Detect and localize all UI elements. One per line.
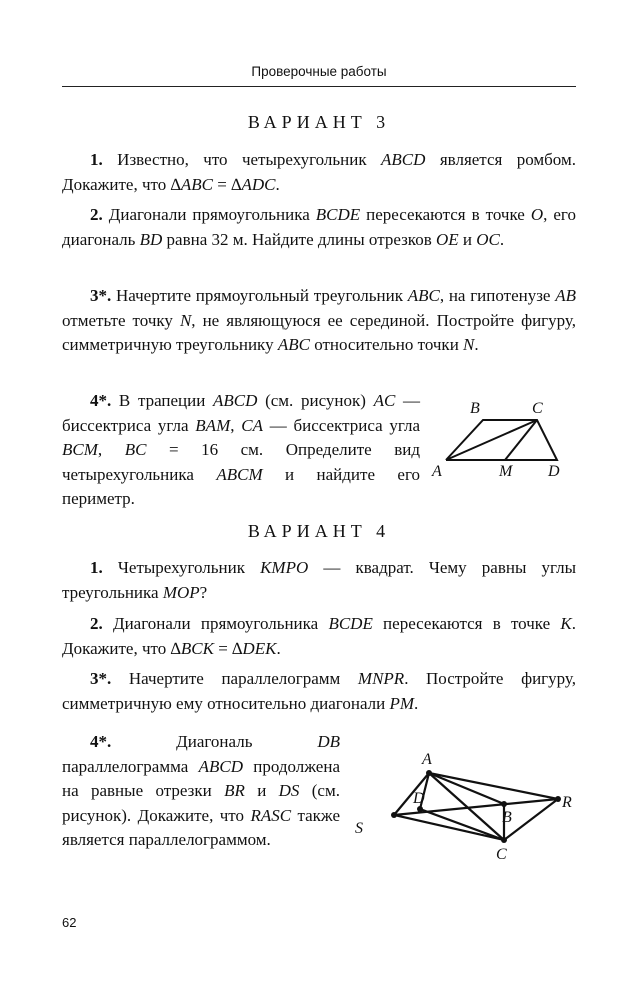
running-header: Проверочные работы: [251, 64, 387, 79]
task-number: 4*.: [90, 732, 112, 751]
parallelogram-figure: [350, 745, 590, 885]
task-text: (см. рисунок). Докажите, что: [62, 781, 340, 825]
task-text: .: [276, 638, 281, 658]
trapezoid-figure: [430, 396, 580, 486]
math: BR: [224, 781, 245, 800]
task-text: .: [474, 335, 479, 354]
task-text: . Докажите, что: [62, 614, 576, 658]
math: BD: [139, 229, 163, 249]
task-text: пересекаются в точке: [360, 205, 531, 224]
task-text: Диагонали прямоугольника: [102, 614, 329, 633]
math: AB: [555, 286, 577, 305]
math: BAM: [195, 415, 231, 435]
task-text: .: [499, 229, 505, 249]
math: K: [560, 614, 572, 633]
label-r: R: [562, 794, 572, 811]
v3-task-1: [62, 148, 576, 197]
task-text: — биссектриса угла: [262, 415, 421, 435]
math: ∆BCK: [170, 638, 214, 658]
math: AC: [373, 391, 396, 410]
math: ABCD: [213, 391, 258, 410]
task-number: 2.: [90, 205, 103, 224]
v4-task-2: [62, 612, 576, 661]
task-text: Начертите параллелограмм: [111, 669, 358, 688]
point-r: [555, 796, 561, 802]
label-d: D: [548, 463, 560, 480]
label-b: B: [502, 809, 512, 826]
math: ∆ABC: [170, 174, 213, 194]
header-rule: [62, 86, 576, 87]
task-number: 2.: [90, 614, 103, 633]
task-text: = 16 см. Определите вид четырехугольника: [62, 440, 420, 484]
math: ∆ADC: [231, 174, 276, 194]
diagonal-ac: [429, 773, 504, 840]
diagonal-ac: [446, 420, 537, 460]
page-number: 62: [62, 915, 77, 930]
math: CA: [241, 415, 263, 435]
task-text: пересекаются в точке: [372, 614, 561, 633]
task-number: 4*.: [90, 391, 112, 410]
task-number: 3*.: [90, 669, 112, 688]
math: N: [179, 310, 192, 330]
task-text: ,: [230, 415, 242, 435]
task-text: и: [244, 781, 279, 800]
task-text: . Постройте фигуру, симметричную ему относительно диагонали: [62, 669, 576, 713]
task-text: продолжена на равные отрезки: [62, 756, 340, 800]
label-s: S: [355, 820, 363, 837]
task-text: параллелограмма: [62, 756, 199, 776]
task-number: 3*.: [90, 286, 112, 305]
v3-task-3: [62, 284, 576, 358]
label-c: C: [496, 846, 507, 863]
math: ABCM: [216, 464, 263, 484]
math: DB: [317, 732, 340, 751]
math: ABC: [407, 286, 440, 305]
v3-task-4: [62, 389, 420, 512]
variant-4-title: ВАРИАНТ 4: [247, 521, 391, 541]
math: ABCD: [381, 150, 426, 169]
task-text: также является параллелограммом.: [62, 805, 341, 849]
task-number: 1.: [90, 558, 103, 577]
math: ∆DEK: [232, 638, 277, 658]
math: O: [530, 205, 544, 224]
task-text: ,: [97, 440, 125, 459]
task-text: ?: [199, 582, 208, 602]
label-b: B: [470, 400, 480, 417]
label-m: M: [499, 463, 513, 480]
task-text: — квадрат. Чему равны углы треугольника: [62, 558, 576, 602]
task-text: =: [212, 174, 232, 194]
math: OC: [476, 229, 500, 249]
v4-task-1: [62, 556, 576, 605]
label-d: D: [413, 790, 425, 807]
math: BCDE: [315, 205, 361, 224]
math: ABC: [277, 335, 310, 354]
point-b: [501, 801, 507, 807]
task-text: , его диагональ: [62, 205, 576, 249]
task-text: является ромбом. Докажите, что: [62, 150, 576, 194]
math: PM: [389, 693, 415, 713]
task-text: (см. рисунок): [257, 391, 374, 410]
label-c: C: [532, 400, 543, 417]
math: MNPR: [357, 669, 405, 688]
task-text: относительно точки: [309, 335, 464, 354]
math: BCM: [62, 440, 98, 459]
v4-task-4: [62, 730, 340, 853]
math: ABCD: [198, 756, 243, 776]
task-text: отметьте точку: [62, 310, 180, 330]
math: MOP: [162, 582, 200, 602]
trapezoid-outline: [446, 420, 557, 460]
label-a: A: [432, 463, 442, 480]
task-text: , на гипотенузе: [439, 286, 556, 305]
task-text: Диагонали прямоугольника: [102, 205, 316, 224]
task-text: Начертите прямоугольный треугольник: [111, 286, 408, 305]
math: OE: [435, 229, 459, 249]
variant-3-title: ВАРИАНТ 3: [247, 112, 391, 132]
task-text: Известно, что четырехугольник: [102, 150, 382, 169]
point-c: [501, 837, 507, 843]
task-text: Диагональ: [111, 732, 318, 751]
math: KMPO: [260, 558, 309, 577]
task-text: =: [213, 638, 233, 658]
task-text: .: [414, 693, 419, 713]
math: BCDE: [328, 614, 373, 633]
task-text: .: [275, 174, 280, 194]
v4-task-3: [62, 667, 576, 716]
point-s: [391, 812, 397, 818]
point-a: [426, 770, 432, 776]
task-text: В трапеции: [111, 391, 214, 410]
math: BC: [124, 440, 147, 459]
task-text: , не являющуюся ее серединой. Постройте фигуру, симметричную треугольнику: [62, 310, 576, 354]
task-text: равна 32 м. Найдите длины отрезков: [162, 229, 436, 249]
math: RASC: [250, 805, 292, 825]
label-a: A: [422, 751, 432, 768]
task-text: и найдите его периметр.: [62, 464, 420, 508]
task-number: 1.: [90, 150, 103, 169]
task-text: — биссектриса угла: [62, 391, 421, 435]
task-text: и: [458, 229, 477, 249]
math: DS: [278, 781, 300, 800]
math: N: [463, 335, 475, 354]
task-text: Четырехугольник: [102, 558, 261, 577]
v3-task-2: [62, 203, 576, 252]
